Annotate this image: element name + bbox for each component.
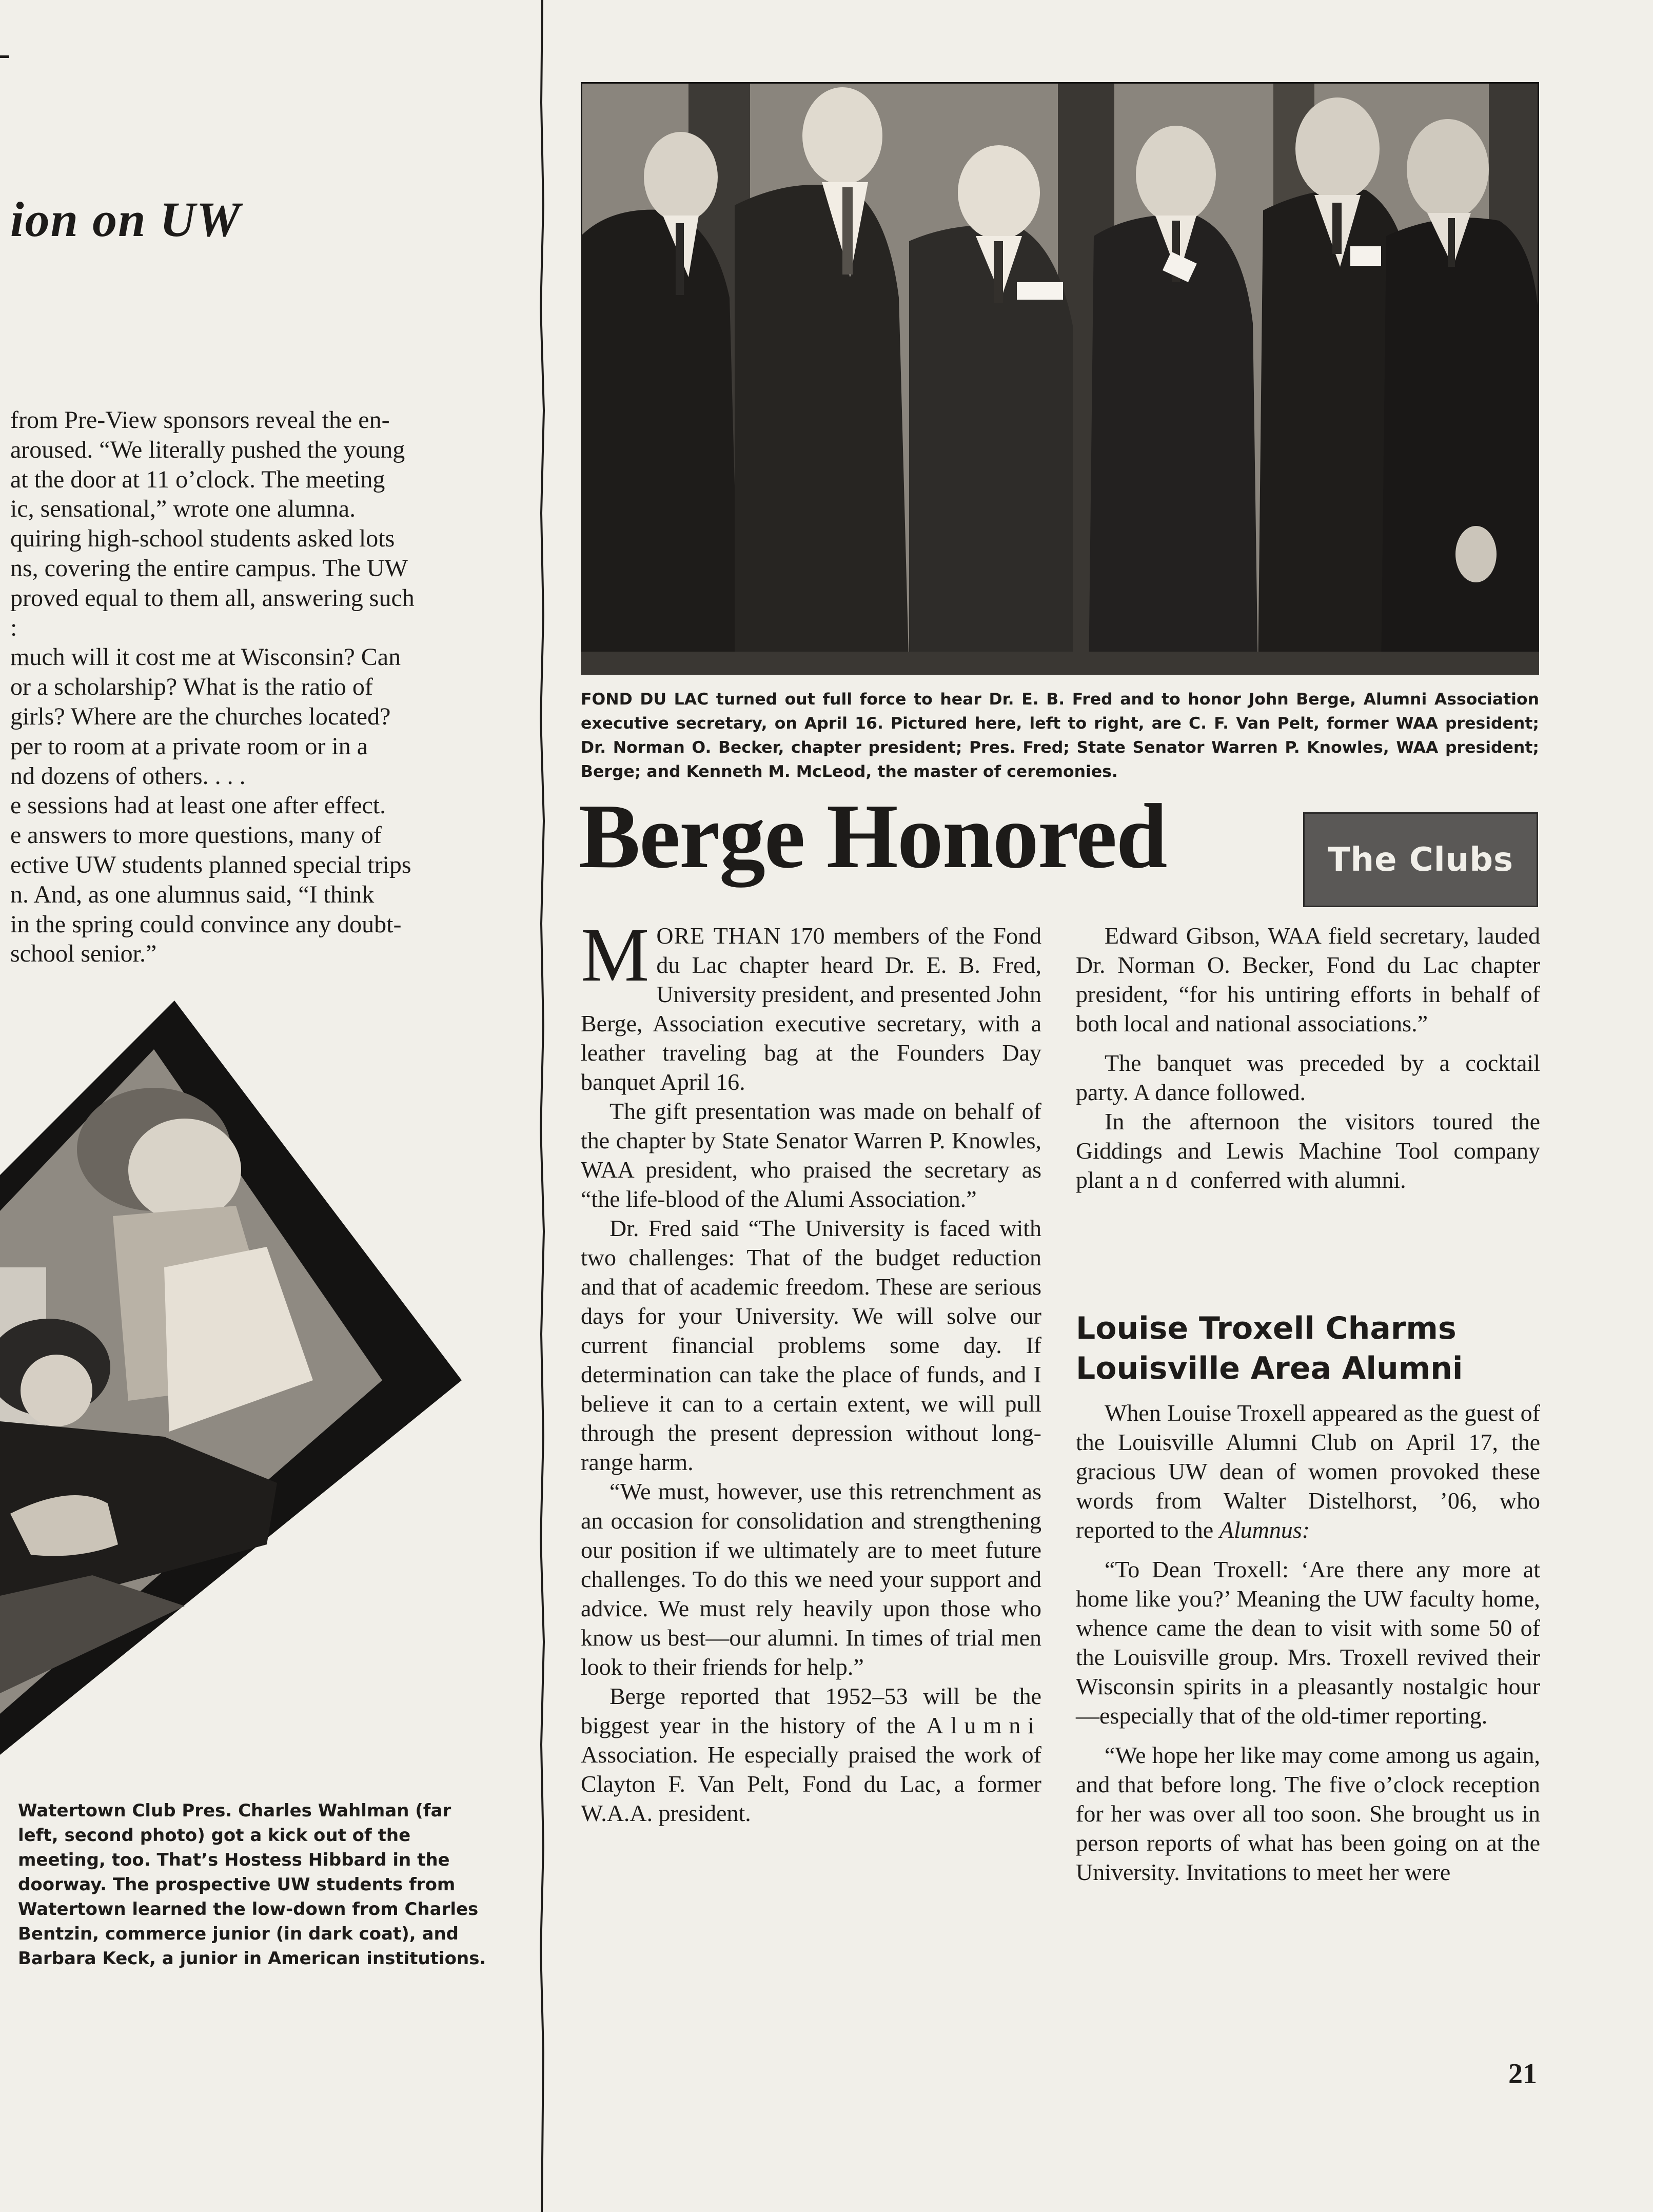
left-page-text-line: ic, sensational,” wrote one alumna. bbox=[10, 495, 356, 523]
louisville-subheadline: Louise Troxell Charms Louisville Area Alumni bbox=[1076, 1310, 1463, 1386]
page-number: 21 bbox=[1508, 2058, 1537, 2090]
left-page-text-line: e answers to more questions, many of bbox=[10, 821, 382, 849]
left-page-text-line: proved equal to them all, answering such bbox=[10, 584, 415, 612]
left-page-text-line: aroused. “We literally pushed the young bbox=[10, 436, 405, 463]
left-page-text-line: nd dozens of others. . . . bbox=[10, 762, 246, 790]
drop-cap: M bbox=[581, 912, 650, 997]
left-page-text-line: per to room at a private room or in a bbox=[10, 732, 368, 760]
article-paragraph-5: Berge reported that 1952–53 will be the biggest year in the history of the Alumni Association. He especially praised the work of Clayton F. Van Pelt, Fond du Lac, a former W.A.A. president. bbox=[581, 1683, 1041, 1826]
left-page-text-line: in the spring could convince any doubt- bbox=[10, 910, 402, 938]
louisville-paragraph-1: When Louise Troxell appeared as the guest of the Louisville Alumni Club on April 17, the gracious UW dean of women provoked these words from Walter Distelhorst, ’06, who reported to the Alumnus: bbox=[1076, 1400, 1540, 1543]
left-page-text bbox=[10, 405, 482, 969]
left-page-text-line: much will it cost me at Wisconsin? Can bbox=[10, 643, 401, 671]
left-page-text-line: ective UW students planned special trips bbox=[10, 851, 411, 878]
article-paragraph-7: The banquet was preceded by a cocktail party. A dance followed. bbox=[1076, 1050, 1540, 1105]
left-page-text-line: ns, covering the entire campus. The UW bbox=[10, 554, 408, 582]
section-tag-the-clubs: The Clubs bbox=[1303, 812, 1538, 907]
left-page-text-line: girls? Where are the churches located? bbox=[10, 702, 391, 730]
fond-du-lac-group-photo bbox=[581, 82, 1539, 675]
left-page-text-line: quiring high-school students asked lots bbox=[10, 525, 395, 553]
left-page-photo bbox=[0, 1001, 462, 1770]
louisville-paragraph-2: “To Dean Troxell: ‘Are there any more at home like you?’ Meaning the UW faculty home, whence came the dean to visit with some 50 of the Louisville group. Mrs. Troxell revived their Wisconsin spirits in a pleasantly nostalgic hour—especially that of the old-timer reporting. bbox=[1076, 1556, 1540, 1729]
louisville-paragraph-3: “We hope her like may come among us again, and that before long. The five o’clock reception for her was over all too soon. She brought us in person reports of what has been going on at the University. Invitations to meet her were bbox=[1076, 1742, 1540, 1885]
page-divider-line bbox=[535, 0, 550, 2212]
article-paragraph-1: MORE THAN 170 members of the Fond du Lac chapter heard Dr. E. B. Fred, University president, and presented John Berge, Association executive secretary, with a leather traveling bag at the Founders Day banquet April 16. bbox=[581, 912, 1041, 1095]
louisville-article-column bbox=[1076, 1398, 1540, 1887]
left-page-text-line: at the door at 11 o’clock. The meeting bbox=[10, 465, 385, 493]
left-page-text-line: e sessions had at least one after effect. bbox=[10, 792, 386, 819]
left-page-text-line: school senior.” bbox=[10, 940, 157, 968]
page-edge-mark bbox=[0, 55, 9, 58]
left-page-text-line: n. And, as one alumnus said, “I think bbox=[10, 880, 375, 908]
article-paragraph-8: In the afternoon the visitors toured the Giddings and Lewis Machine Tool company plant and conferred with alumni. bbox=[1076, 1108, 1540, 1193]
article-paragraph-6: Edward Gibson, WAA field secretary, lauded Dr. Norman O. Becker, Fond du Lac chapter president, “for his untiring efforts in behalf of both local and national associations.” bbox=[1076, 923, 1540, 1036]
group-photo-caption: FOND DU LAC turned out full force to hear Dr. E. B. Fred and to honor John Berge, Alumni Association executive secretary, on April 16. Pictured here, left to right, are C. F. Van Pelt, former WAA president; Dr. Norman O. Becker, chapter president; Pres. Fred; State Senator Warren P. Knowles, WAA president; Berge; and Kenneth M. McLeod, the master of ceremonies. bbox=[581, 690, 1539, 781]
article-paragraph-2: The gift presentation was made on behalf of the chapter by State Senator Warren P. Knowles, WAA president, who praised the secretary as “the life-blood of the Alumi Association.” bbox=[581, 1098, 1041, 1212]
article-headline: Berge Honored bbox=[579, 785, 1167, 887]
article-paragraph-4: “We must, however, use this retrenchment as an occasion for consolidation and strengthening our position if we ultimately are to meet future challenges. To do this we need your support and advice. We must rely heavily upon those who know us best—our alumni. In times of trial men look to their friends for help.” bbox=[581, 1478, 1041, 1680]
left-page-text-line: from Pre-View sponsors reveal the en- bbox=[10, 406, 390, 434]
left-page-photo-caption: Watertown Club Pres. Charles Wahlman (far left, second photo) got a kick out of the meeting, too. That’s Hostess Hibbard in the doorway. The prospective UW students from Watertown learned the low-down from Charles Bentzin, commerce junior (in dark coat), and Barbara Keck, a junior in American institutions. bbox=[18, 1800, 486, 1969]
article-column-2 bbox=[1076, 921, 1540, 1195]
left-page-text-line: : bbox=[10, 614, 17, 641]
left-page-title-fragment: ion on UW bbox=[10, 192, 242, 247]
article-column-1 bbox=[581, 912, 1041, 1828]
left-page-text-line: or a scholarship? What is the ratio of bbox=[10, 673, 373, 701]
article-paragraph-3: Dr. Fred said “The University is faced with two challenges: That of the budget reduction and that of academic freedom. These are serious days for your University. We will solve our current financial problems some day. If determination can take the place of funds, and I believe it can to a certain extent, we will pull through the present depression without long-range harm. bbox=[581, 1215, 1041, 1475]
